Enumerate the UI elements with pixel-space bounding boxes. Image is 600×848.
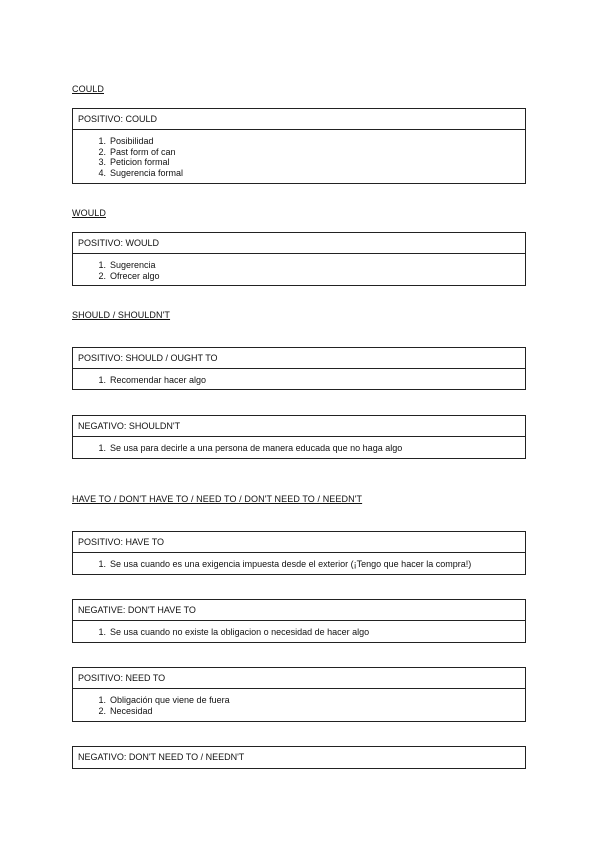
item-number: 2. [98, 270, 106, 281]
item-text: Se usa cuando no existe la obligacion o necesidad de hacer algo [110, 627, 370, 637]
heading-should: SHOULD / SHOULDN'T [72, 310, 171, 320]
box-need-to-positive [72, 667, 526, 722]
item-number: 1. [98, 375, 106, 385]
item-text: Past form of can [110, 146, 176, 157]
item-text: Peticion formal [110, 157, 170, 167]
item-text: Se usa para decirle a una persona de manera educada que no haga algo [110, 443, 403, 453]
box-header: NEGATIVO: DON'T NEED TO / NEEDN'T [78, 752, 245, 762]
box-should-negative [72, 415, 526, 459]
box-should-positive [72, 347, 526, 390]
item-number: 1. [98, 443, 106, 453]
box-body [73, 254, 525, 285]
box-body [73, 130, 525, 182]
item-text: Necesidad [110, 705, 153, 716]
list-item [73, 136, 525, 147]
list-item [73, 157, 525, 168]
box-header: NEGATIVE: DON'T HAVE TO [73, 600, 525, 621]
box-body [73, 553, 525, 574]
item-number: 4. [98, 167, 106, 178]
list-item [73, 260, 525, 271]
item-text: Sugerencia [110, 260, 156, 270]
item-text: Se usa cuando es una exigencia impuesta desde el exterior (¡Tengo que hacer la compra!) [110, 559, 472, 569]
list-item [73, 695, 525, 706]
item-number: 1. [98, 627, 106, 637]
list-item [73, 559, 525, 570]
item-text: Obligación que viene de fuera [110, 695, 230, 705]
list-item [73, 271, 525, 282]
list-item [73, 168, 525, 179]
item-text: Sugerencia formal [110, 167, 184, 178]
item-text: Ofrecer algo [110, 270, 160, 281]
box-header: NEGATIVO: SHOULDN'T [73, 416, 525, 437]
box-have-to-positive [72, 531, 526, 575]
box-could-positive [72, 108, 526, 184]
box-header: POSITIVO: HAVE TO [73, 532, 525, 553]
box-header: POSITIVO: SHOULD / OUGHT TO [73, 348, 525, 369]
item-number: 1. [98, 260, 106, 270]
item-number: 1. [98, 136, 106, 146]
box-dont-have-to-negative [72, 599, 526, 643]
item-number: 1. [98, 695, 106, 705]
heading-could: COULD [72, 84, 105, 94]
item-text: Recomendar hacer algo [110, 375, 207, 385]
list-item [73, 627, 525, 638]
item-text: Posibilidad [110, 136, 154, 146]
box-body [73, 369, 525, 390]
box-header: POSITIVO: COULD [73, 109, 525, 130]
box-dont-need-to-negative [72, 746, 526, 769]
box-body [73, 437, 525, 458]
box-would-positive [72, 232, 526, 286]
list-item [73, 375, 525, 386]
item-number: 2. [98, 146, 106, 157]
box-body [73, 621, 525, 642]
heading-have-to: HAVE TO / DON'T HAVE TO / NEED TO / DON'T NEED TO / NEEDN'T [72, 494, 363, 504]
list-item [73, 147, 525, 158]
list-item [73, 706, 525, 717]
item-number: 1. [98, 559, 106, 569]
box-body [73, 689, 525, 720]
item-number: 2. [98, 705, 106, 716]
list-item [73, 443, 525, 454]
box-header: POSITIVO: NEED TO [73, 668, 525, 689]
heading-would: WOULD [72, 208, 106, 218]
item-number: 3. [98, 157, 106, 167]
box-header: POSITIVO: WOULD [73, 233, 525, 254]
